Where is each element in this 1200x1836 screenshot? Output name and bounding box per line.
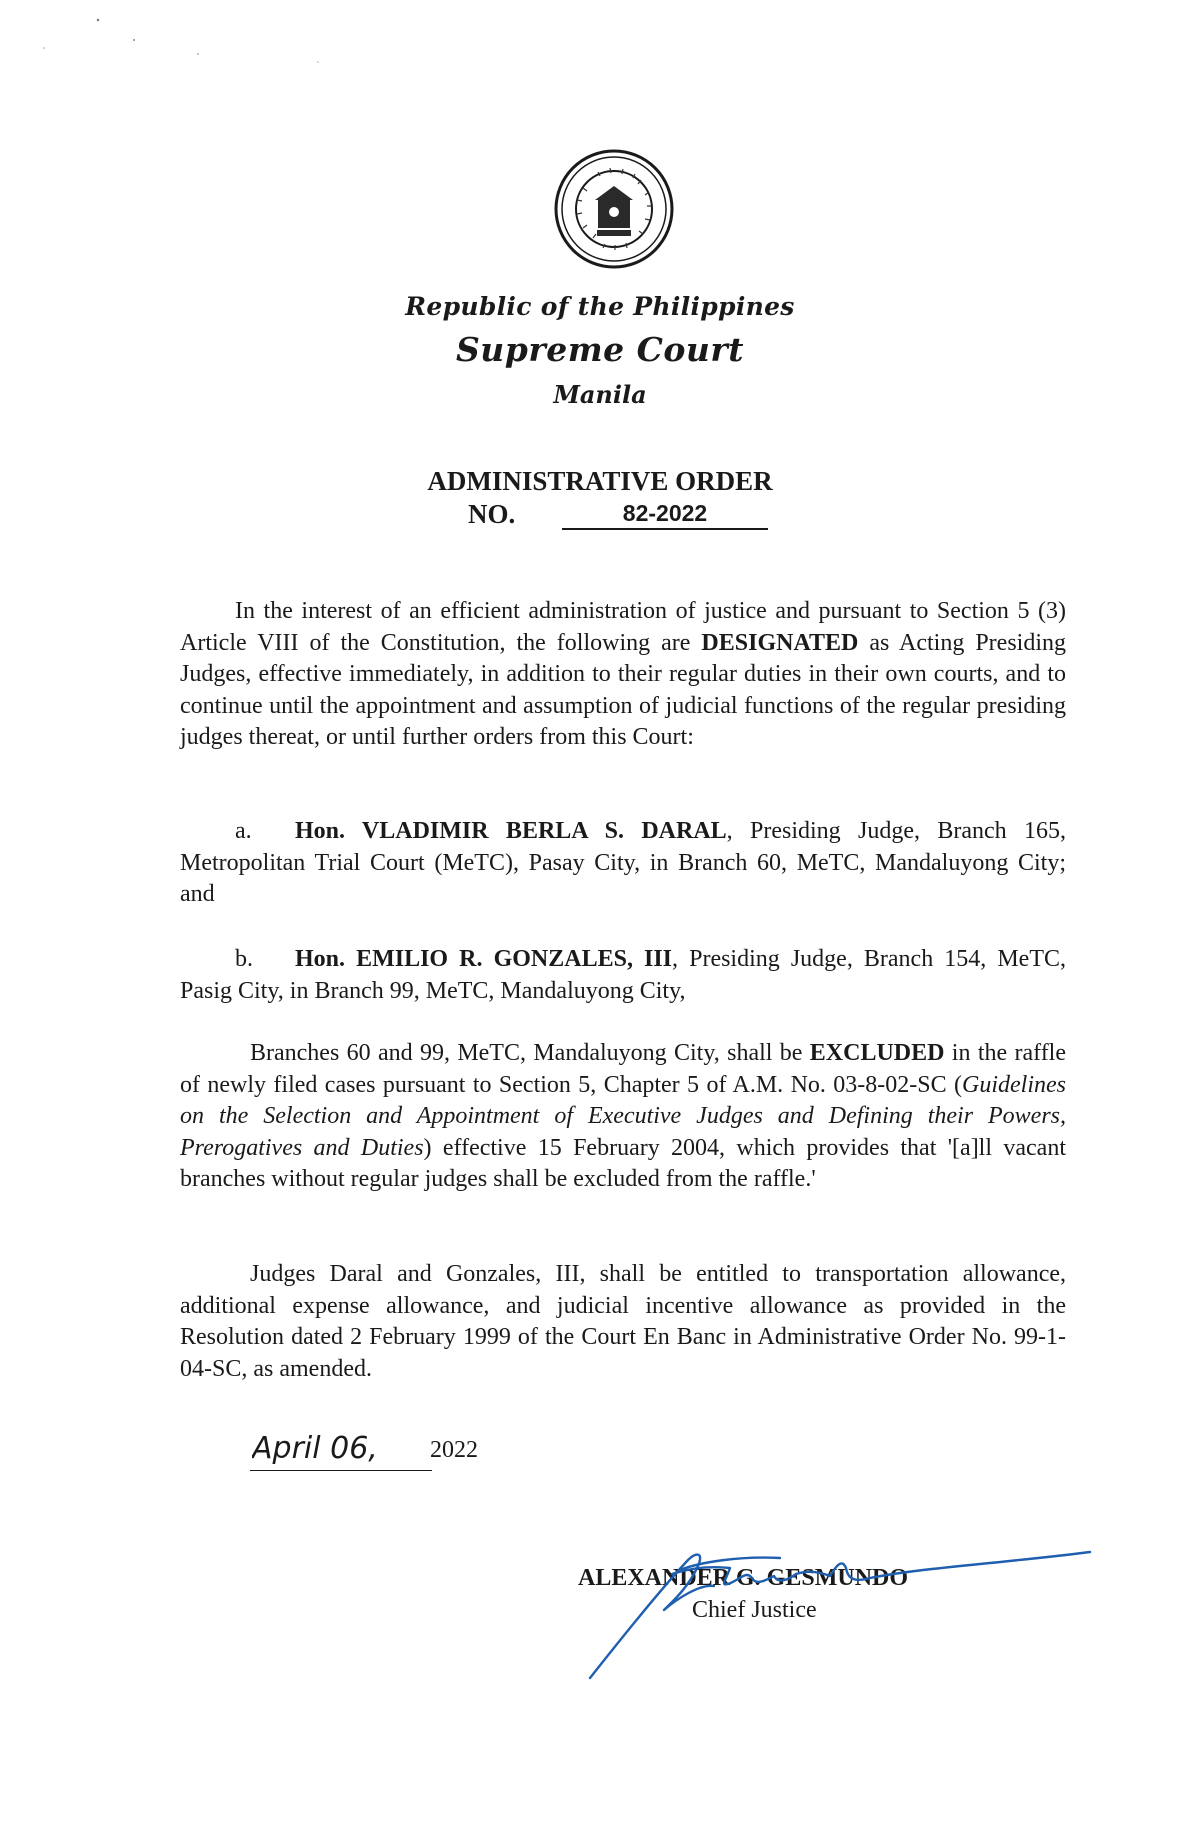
- date-year: 2022: [430, 1437, 478, 1463]
- list-item: [180, 944, 1066, 1007]
- date-underline: [250, 1470, 432, 1471]
- item-b-label: b.: [235, 946, 253, 972]
- order-number: 82-2022: [562, 500, 768, 530]
- manila-header: Manila: [553, 380, 647, 409]
- excluded-keyword: EXCLUDED: [809, 1040, 945, 1066]
- item-a-label: a.: [235, 818, 252, 844]
- guidelines-title: Guidelines on the Selection and Appointment of Executive Judges and Defining their Powers, Prerogatives and Duties: [180, 1071, 1066, 1161]
- p3-text-e: ) effective 15 February 2004, which provides that '[a]ll vacant branches without regular judges shall be excluded from the raffle.': [180, 1134, 1066, 1192]
- p1-text-c: as Acting Presiding Judges, effective immediately, in addition to their regular duties in their own courts, and to continue until the appointment and assumption of judicial functions of the regular presiding judges thereat, or until further orders from this Court:: [180, 629, 1067, 750]
- p1-text-a: In the interest of an efficient administration of justice and pursuant to Section 5 (3) Article VIII of the Constitution, the following are: [180, 598, 1066, 656]
- order-no-label: NO.: [468, 499, 516, 529]
- p3-text-a: Branches 60 and 99, MeTC, Mandaluyong City, shall be: [250, 1040, 810, 1066]
- scan-specks: [0, 0, 400, 80]
- judge-gonzales-name: Hon. EMILIO R. GONZALES, III: [295, 946, 673, 972]
- exclusion-paragraph: [180, 1038, 1066, 1196]
- designated-keyword: DESIGNATED: [701, 629, 859, 656]
- signature-icon: [580, 1540, 1100, 1690]
- designation-paragraph: [180, 596, 1066, 754]
- republic-header: Republic of the Philippines: [405, 292, 795, 321]
- list-item: [180, 816, 1066, 911]
- handwritten-date-text: April 06,: [252, 1431, 378, 1466]
- allowance-paragraph: Judges Daral and Gonzales, III, shall be entitled to transportation allowance, additional expense allowance, and judicial incentive allowance as provided in the Resolution dated 2 February 1999 of the Court En Banc in Administrative Order No. 99-1-04-SC, as amended.: [180, 1261, 1066, 1382]
- item-b-text: , Presiding Judge, Branch 154, MeTC, Pasig City, in Branch 99, MeTC, Mandaluyong City,: [180, 946, 1066, 1004]
- supreme-court-seal-icon: [553, 148, 675, 270]
- p3-text-c: in the raffle of newly filed cases pursuant to Section 5, Chapter 5 of A.M. No. 03-8-02-SC (: [180, 1040, 1067, 1098]
- signatory-title: Chief Justice: [692, 1597, 817, 1623]
- order-title: ADMINISTRATIVE ORDER: [427, 466, 773, 496]
- supreme-court-header: Supreme Court: [455, 330, 745, 369]
- judge-daral-name: Hon. VLADIMIR BERLA S. DARAL: [295, 818, 727, 844]
- item-a-text: , Presiding Judge, Branch 165, Metropolitan Trial Court (MeTC), Pasay City, in Branch 60, MeTC, Mandaluyong City; and: [180, 818, 1067, 907]
- signatory-name: ALEXANDER G. GESMUNDO: [578, 1565, 909, 1591]
